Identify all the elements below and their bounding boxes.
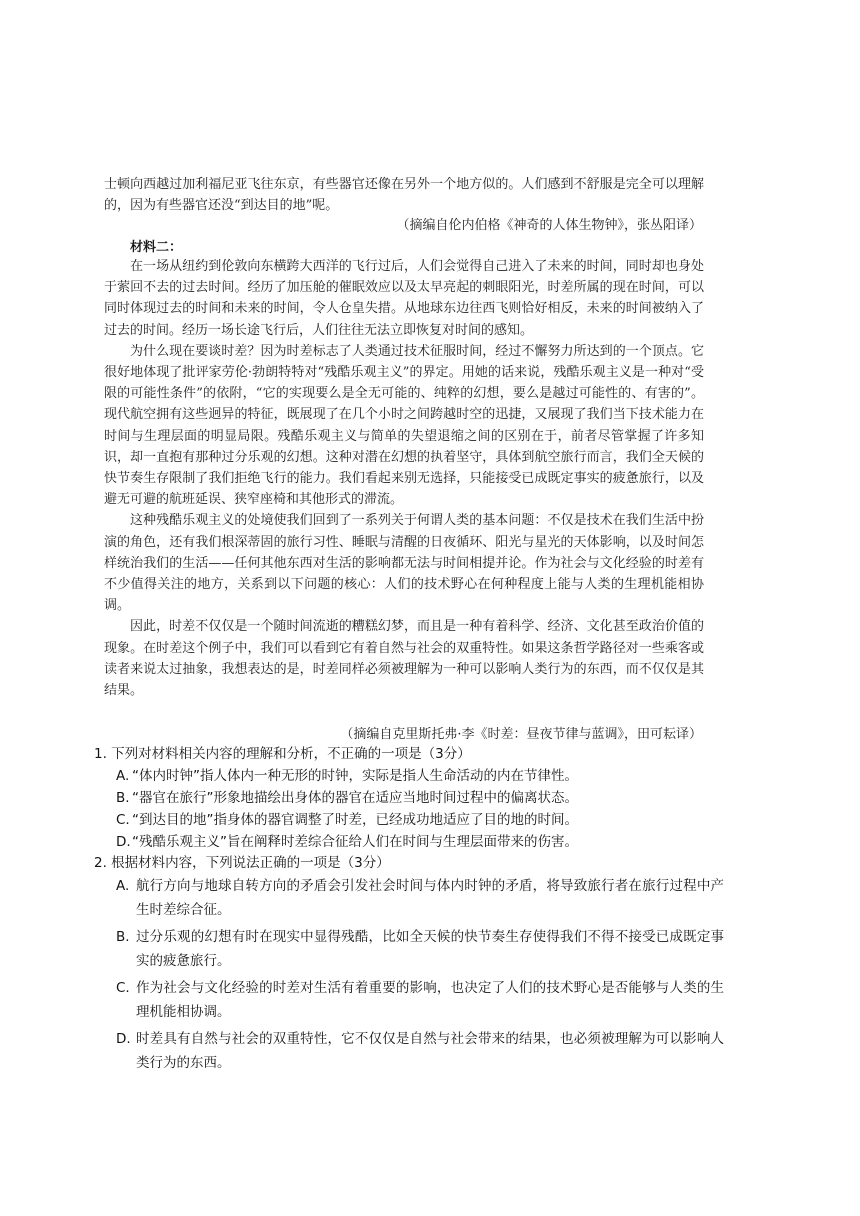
material2-source: （摘编自克里斯托弗·李《时差：昼夜节律与蓝调》，田可耘译）	[340, 727, 702, 742]
option-text: 作为社会与文化经验的时差对生活有着重要的影响，也决定了人们的技术野心是否能够与人类的生理机能相协调。	[136, 980, 724, 1020]
option-label: D.	[116, 1031, 131, 1047]
question-stem: 1. 下列对材料相关内容的理解和分析，不正确的一项是（3分）	[94, 746, 471, 762]
question-2	[94, 852, 724, 1078]
material2-heading: 材料二：	[130, 240, 183, 255]
option-a	[116, 874, 724, 922]
option-text: 过分乐观的幻想有时在现实中显得残酷，比如全天候的快节奏生存使得我们不得不接受已成既定事实的疲惫旅行。	[136, 929, 724, 969]
option-d	[116, 1027, 724, 1075]
option-label: D.	[116, 834, 131, 850]
material2-paragraph: 为什么现在要谈时差？因为时差标志了人类通过技术征服时间，经过不懈努力所达到的一个顶点。它很好地体现了批评家劳伦·勃朗特特对“残酷乐观主义”的界定。用她的话来说，残酷乐观主义是一种对“受限的可能性条件”的依附，“它的实现要么是全无可能的、纯粹的幻想，要么是越过可能性的、有害的”。现代航空拥有这些迥异的特征，既展现了在几个小时之间跨越时空的迅捷，又展现了我们当下技术能力在时间与生理层面的明显局限。残酷乐观主义与简单的失望退缩之间的区别在于，前者尽管掌握了许多知识，却一直抱有那种过分乐观的幻想。这种对潜在幻想的执着坚守，具体到航空旅行而言，我们全天候的快节奏生存限制了我们拒绝飞行的能力。我们看起来别无选择，只能接受已成既定事实的疲惫旅行，以及避无可避的航班延误、狭窄座椅和其他形式的滞流。	[104, 343, 704, 508]
option-d	[116, 831, 724, 853]
option-b	[116, 787, 724, 809]
option-c	[116, 809, 724, 831]
option-label: C.	[116, 812, 130, 828]
option-label: B.	[116, 790, 130, 806]
option-label: C.	[116, 980, 130, 996]
option-c	[116, 976, 724, 1024]
option-text: 航行方向与地球自转方向的矛盾会引发社会时间与体内时钟的矛盾，将导致旅行者在旅行过程中产生时差综合征。	[136, 878, 724, 918]
material2-paragraph: 这种残酷乐观主义的处境使我们回到了一系列关于何谓人类的基本问题：不仅是技术在我们生活中扮演的角色，还有我们根深蒂固的旅行习性、睡眠与清醒的日夜循环、阳光与星光的天体影响，以及时间怎样统治我们的生活——任何其他东西对生活的影响都无法与时间相提并论。作为社会与文化经验的时差有不少值得关注的地方，关系到以下问题的核心：人们的技术野心在何种程度上能与人类的生理机能相协调。	[104, 513, 704, 614]
option-label: A.	[116, 878, 130, 894]
option-b	[116, 925, 724, 973]
option-text: “体内时钟”指人体内一种无形的时钟，实际是指人生命活动的内在节律性。	[132, 768, 578, 784]
material1-source: （摘编自伦内伯格《神奇的人体生物钟》，张丛阳译）	[396, 218, 702, 233]
option-text: “残酷乐观主义”旨在阐释时差综合征给人们在时间与生理层面带来的伤害。	[132, 834, 578, 850]
question-stem: 2. 根据材料内容，下列说法正确的一项是（3分）	[94, 855, 390, 871]
option-label: B.	[116, 929, 130, 945]
material2-paragraph: 因此，时差不仅仅是一个随时间流逝的糟糕幻梦，而且是一种有着科学、经济、文化甚至政治价值的现象。在时差这个例子中，我们可以看到它有着自然与社会的双重特性。如果这条哲学路径对一些乘客或读者来说太过抽象，我想表达的是，时差同样必须被理解为一种可以影响人类行为的东西，而不仅仅是其结果。	[104, 619, 704, 699]
question-1	[94, 743, 724, 853]
option-label: A.	[116, 768, 130, 784]
option-a	[116, 765, 724, 787]
material1-tail-text: 士顿向西越过加利福尼亚飞往东京，有些器官还像在另外一个地方似的。人们感到不舒服是完全可以理解的，因为有些器官还没“到达目的地”呢。	[104, 177, 704, 214]
option-text: 时差具有自然与社会的双重特性，它不仅仅是自然与社会带来的结果，也必须被理解为可以影响人类行为的东西。	[136, 1031, 724, 1071]
option-text: “器官在旅行”形象地描绘出身体的器官在适应当地时间过程中的偏离状态。	[132, 790, 578, 806]
material2-paragraph: 在一场从纽约到伦敦向东横跨大西洋的飞行过后，人们会觉得自己进入了未来的时间，同时却也身处于萦回不去的过去时间。经历了加压舱的催眠效应以及太早亮起的刺眼阳光，时差所属的现在时间，可以同时体现过去的时间和未来的时间，令人仓皇失措。从地球东边往西飞则恰好相反，未来的时间被纳入了过去的时间。经历一场长途飞行后，人们往往无法立即恢复对时间的感知。	[104, 259, 704, 338]
material1-tail	[104, 174, 704, 216]
option-text: “到达目的地”指身体的器官调整了时差，已经成功地适应了目的地的时间。	[132, 812, 578, 828]
material2-body	[104, 256, 704, 701]
